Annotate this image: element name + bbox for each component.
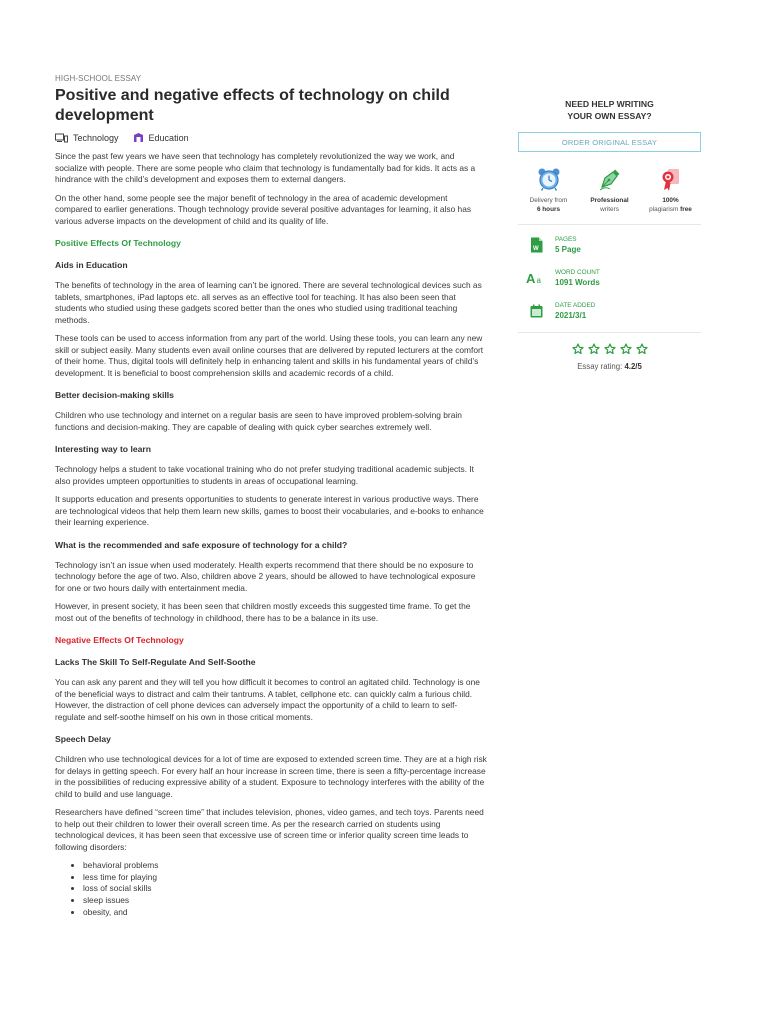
star-icon: [636, 343, 648, 355]
meta-value: 2021/3/1: [555, 311, 587, 320]
star-icon: [604, 343, 616, 355]
svg-text:W: W: [532, 246, 539, 252]
star-rating: [518, 343, 701, 355]
award-icon: [658, 166, 684, 192]
list-item: • less time for playing: [83, 872, 487, 884]
section-heading-positive: Positive Effects Of Technology: [55, 238, 181, 248]
essay-article: [55, 74, 487, 919]
rating-value: 4.2/5: [624, 362, 642, 371]
help-line: YOUR OWN ESSAY?: [567, 111, 652, 121]
feature-value: 100%: [662, 197, 679, 204]
paragraph: Children who use technology and internet on a regular basis are seen to have improved problem-solving brain functions and decision-making. They are capable of dealing with quick cyber searches extremely well.: [55, 410, 462, 432]
tag-technology[interactable]: [55, 133, 119, 143]
feature-line: plagiarism: [649, 206, 679, 213]
feature-line: writers: [600, 206, 619, 213]
meta-value: 1091 Words: [555, 278, 600, 287]
star-icon: [588, 343, 600, 355]
education-icon: [133, 132, 144, 143]
subheading: Interesting way to learn: [55, 444, 151, 454]
section-heading-negative: Negative Effects Of Technology: [55, 635, 184, 645]
devices-icon: [55, 133, 68, 143]
disorders-list: [55, 860, 487, 919]
order-original-essay-button[interactable]: ORDER ORIGINAL ESSAY: [518, 132, 701, 152]
subheading: Lacks The Skill To Self-Regulate And Self-Soothe: [55, 657, 256, 667]
subheading: Aids in Education: [55, 260, 128, 270]
word-doc-icon: [530, 237, 543, 253]
list-item: • obesity, and: [83, 907, 487, 919]
svg-text:a: a: [536, 276, 541, 285]
meta-label: WORD COUNT: [555, 269, 600, 276]
svg-text:A: A: [526, 271, 536, 285]
page-title: Positive and negative effects of technology on child development: [55, 87, 450, 124]
paragraph: The benefits of technology in the area of learning can’t be ignored. There are several technological devices such as tablets, smartphones, iPad laptops etc. all serves as an effective tool for teaching. It has also been seen that students who studied using these gadgets scored better than the ones who studied using traditional teaching methods.: [55, 280, 482, 325]
calendar-icon: [530, 304, 543, 318]
meta-label: PAGES: [555, 236, 577, 243]
feature-value: Professional: [590, 197, 629, 204]
feature-value: 6 hours: [536, 206, 561, 213]
essay-tags: [55, 132, 487, 143]
paragraph: Technology isn’t an issue when used moderately. Health experts recommend that there should be no exposure to technology before the age of two. Also, children above 2 years, should be allowed to have technological exposure for one or two hours daily with entertainment media.: [55, 559, 476, 593]
meta-pages: [518, 235, 701, 255]
subheading: What is the recommended and safe exposure of technology for a child?: [55, 539, 348, 550]
paragraph: You can ask any parent and they will tell you how difficult it becomes to control an agitated child. Technology is one of the beneficial ways to distract and calm their tantrums. A tablet, cellphone etc. can quickly calm a furious child. However, the distraction of cell phone devices can adversely impact the opportunity of a child to learn to self-regulate and self-soothe himself on his own in those critical moments.: [55, 677, 480, 722]
feature-writers: [580, 164, 640, 214]
paragraph: Researchers have defined “screen time” that includes television, phones, video games, and tech toys. Parents need to help out their children to lower their overall screen time. As per the research carried on students using technological devices, it has been seen that excessive use of screen time or inferior quality screen time leads to following disorders:: [55, 807, 484, 852]
list-item: • loss of social skills: [83, 883, 487, 895]
tag-label: Technology: [73, 132, 119, 143]
service-features: [518, 164, 701, 214]
paragraph: On the other hand, some people see the major benefit of technology in the area of academic development compared to earlier generations. Though technology provide several positive advantages for learning, it also has various adverse impacts on the development of child and its quality of life.: [55, 192, 472, 226]
essay-kicker: HIGH-SCHOOL ESSAY: [55, 74, 142, 83]
text-size-icon: [526, 271, 546, 285]
subheading: Speech Delay: [55, 734, 111, 744]
rating-label: Essay rating:: [577, 362, 623, 371]
divider: [518, 332, 701, 333]
paragraph: Since the past few years we have seen that technology has completely revolutionized the way we work, and socialize with people. There are some people who claim that technology is fundamentally bad for kids. It acts as a hindrance with the child’s development and exposes them to external dangers.: [55, 151, 476, 184]
list-item: • behavioral problems: [83, 860, 487, 872]
help-line: NEED HELP WRITING: [565, 99, 654, 109]
star-icon: [620, 343, 632, 355]
pen-nib-icon: [597, 166, 623, 192]
essay-body: [55, 151, 487, 919]
divider: [518, 224, 701, 225]
star-icon: [572, 343, 584, 355]
list-item: • sleep issues: [83, 895, 487, 907]
feature-line: Delivery from: [529, 197, 568, 204]
paragraph: These tools can be used to access information from any part of the world. Using these tools, you can learn any new skill or subject easily. Many students even avail online courses that are delivered by reputed lecturers at the comfort of their home. Thus, digital tools will definitely help in enhancing talent and skills in his fundamental years of child’s development. It is beneficial to boost comprehension skills and academic records of a child.: [55, 333, 484, 378]
tag-education[interactable]: [133, 132, 189, 143]
paragraph: Children who use technological devices for a lot of time are exposed to extended screen time. They are at a high risk for delays in getting speech. For every half an hour increase in screen time, there is seen a fifty-percentage increase in the possibilities of reducing expressive ability of a student. Exposure to technology interferes with the ability of the child to build and use language.: [55, 754, 487, 799]
tag-label: Education: [148, 132, 189, 143]
subheading: Better decision-making skills: [55, 390, 174, 400]
help-heading: [518, 98, 701, 122]
feature-delivery: [519, 164, 579, 214]
meta-value: 5 Page: [555, 245, 581, 254]
meta-label: DATE ADDED: [555, 302, 596, 309]
paragraph: However, in present society, it has been seen that children mostly exceeds this suggested time frame. To get the most out of the benefits of technology in childhood, there has to be a balance in its use.: [55, 601, 471, 623]
alarm-clock-icon: [536, 166, 562, 192]
meta-date-added: [518, 301, 701, 321]
meta-word-count: [518, 268, 701, 288]
essay-rating: [518, 362, 701, 371]
feature-value: free: [680, 206, 692, 213]
feature-plagiarism: [641, 164, 701, 214]
sidebar: [518, 92, 701, 371]
paragraph: Technology helps a student to take vocational training who do not prefer studying traditional academic subjects. It also provides umpteen opportunities to students in areas of occupational learning.: [55, 464, 474, 486]
paragraph: It supports education and presents opportunities to students to generate interest in various productive ways. There are technological videos that help them learn new skills, games to boost their vocabularies, and e-books to enhance their learning experience.: [55, 494, 484, 527]
